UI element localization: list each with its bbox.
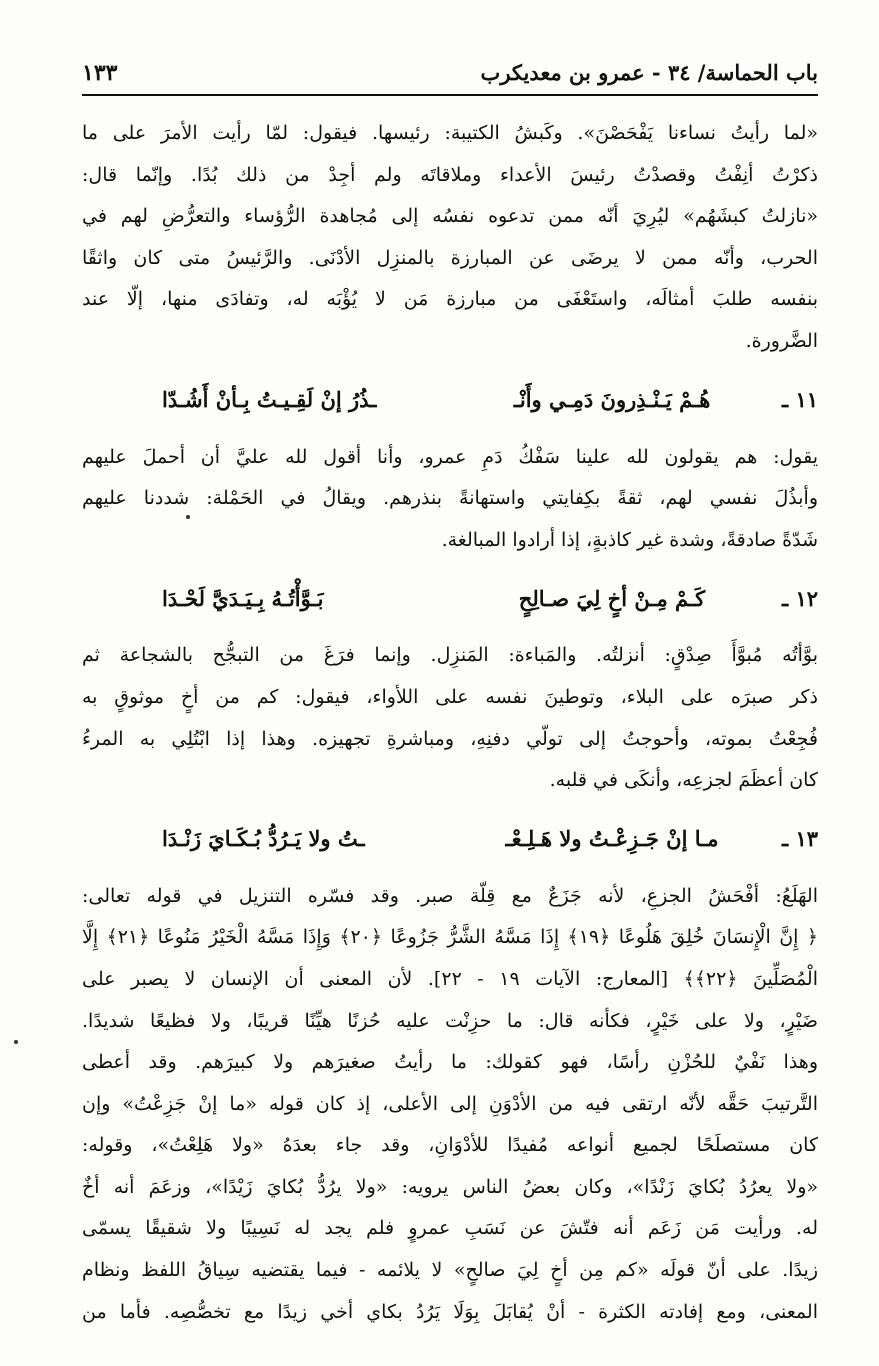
verse-second-hemistich: بَـوَّأْتُـهُ بِـيَـدَيَّ لَحْـدَا	[162, 585, 324, 611]
commentary-paragraph-1	[82, 113, 818, 363]
text-line: شَدّةً صادقةً، وشدة غير كاذبةٍ، إذا أرادوا المبالغة.	[441, 528, 818, 551]
text-line: ضَيْرٍ، ولا على خَيْرٍ، فكأنه قال: ما حزِنْت عليه حُزنًا هيِّنًا قريبًا، ولا فظيعًا شديدًا.	[82, 1009, 818, 1032]
scan-speck	[186, 515, 190, 519]
scan-speck	[14, 1040, 18, 1044]
commentary-paragraph-3	[82, 635, 818, 801]
page-header	[82, 58, 818, 96]
page-body	[82, 113, 818, 1333]
verse-number: ١٢ ـ	[781, 585, 818, 611]
text-line: الهَلَعُ: أفْحَشُ الجزعِ، لأنه جَزَعٌ مع قِلّة صبر. وقد فسّره التنزيل في قوله تعالى:	[82, 884, 818, 907]
text-line: ذكر صبرَه على البلاء، وتوطينَ نفسه على اللأواء، فيقول: كم من أخٍ موثوقٍ به	[82, 685, 818, 708]
verse-number: ١٣ ـ	[781, 826, 818, 852]
running-title: باب الحماسة/ ٣٤ - عمرو بن معديكرب	[480, 60, 818, 85]
verse-second-hemistich: ـتُ ولا يَـرُدُّ بُـكَـايَ زَنْـدَا	[162, 826, 365, 852]
text-line: كان مستصلَحًا لجميع أنواعه مُفيدًا للأدْوَانِ، وقد جاء بعدَهُ «ولا هَلِعْتُ»، وقوله:	[82, 1134, 818, 1157]
page-number: ١٣٣	[82, 60, 118, 86]
text-line: ذكرْتُ أنِفْتُ وقصدْتُ رئيسَ الأعداء وملاقاتَه ولم أجِدْ من ذلك بُدًا. وإنّما قال:	[82, 163, 818, 186]
text-line: بنفسه طلبَ أمثالَه، واستَعْفَى من مبارزة مَن لا يُؤْبَه له، وتفادَى منها، إلّا عند	[82, 288, 818, 311]
text-line: الضَّرورة.	[745, 329, 818, 352]
text-line: «لما رأيتُ نساءنا يَفْحَصْنَ». وكَبشُ الكتيبة: رئيسها. فيقول: لمّا رأيت الأمرَ على ما	[82, 122, 818, 144]
verse-12	[82, 569, 818, 627]
verse-number: ١١ ـ	[781, 387, 818, 413]
text-line: يقول: هم يقولون لله علينا سَفْكُ دَمِ عمرو، وأنا أقول لله عليَّ أن أحملَ عليهم	[82, 445, 818, 468]
quran-quote-line: ﴿ إِنَّ الْإِنسَانَ خُلِقَ هَلُوعًا ﴿١٩﴾ إِذَا مَسَّهُ الشَّرُّ جَزُوعًا ﴿٢٠﴾ وَإِذَا مَسَّهُ الْخَيْرُ مَنُوعًا ﴿٢١﴾ إِلَّا	[82, 926, 818, 949]
text-line: «ولا يعرُدُ بُكايَ زَنْدًا»، وكان بعضُ الناس يرويه: «ولا يرُدُّ بُكايَ زَيْدًا»، وزعَمَ أنه أخٌ	[82, 1175, 818, 1198]
verse-second-hemistich: ـذُرُ إنْ لَقِـيـتُ بِـأنْ أَشُـدّا	[162, 387, 377, 413]
text-line: «نازلتُ كبشَهُم» ليُرِيَ أنّه ممن تدعوه نفسُه إلى مُجاهدة الرُّؤساء والتعرُّضِ لهم في	[82, 205, 818, 228]
text-line: التَّرتيبَ حَقَّه لأنّه ارتقى فيه من الأدْوَنِ إلى الأعلى، إذ كان قوله «ما إنْ جَزِعْتُ» وإن	[82, 1092, 818, 1115]
text-line: زيدًا. على أنّ قولَه «كم مِن أخٍ لِيَ صالحٍ» لا يلائمه - فيما يقتضيه سِياقُ اللفظ ونظام	[82, 1259, 818, 1282]
verse-first-hemistich: كَـمْ مِـنْ أخٍ لِيَ صـالِحٍ	[518, 585, 706, 611]
commentary-paragraph-4	[82, 876, 818, 1334]
text-line: بوَّأتُه مُبوَّأَ صِدْقٍ: أنزلتُه. والمَباءة: المَنزِل. وإنما فرَغَ من التبجُّح بالشجاعة ثم	[82, 644, 818, 667]
text-line: الْمُصَلِّينَ ﴿٢٢﴾﴾ [المعارج: الآيات ١٩ - ٢٢]. لأن المعنى أن الإنسان لا يصبر على	[82, 967, 818, 990]
verse-first-hemistich: مـا إنْ جَـزِعْـتُ ولا هَـلِـعْـ	[505, 826, 719, 852]
commentary-paragraph-2	[82, 437, 818, 562]
text-line: وأبذُلَ نفسي لهم، ثقةً بكِفايتي واستهانةً بنذرهم. ويقالُ في الحَمْلة: شددنا عليهم	[82, 487, 818, 510]
text-line: المعنى، ومع إفادته الكثرة - أنْ يُقابَلَ بِوَلَا يَرُدُ بكاي أخي زيدًا مع تخصُّصِه. فأما من	[82, 1300, 818, 1323]
text-line: فُجِعْتُ بموته، وأحوجتُ إلى تولّي دفنِهِ، ومباشرةِ تجهيزه. وهذا إذا ابْتُلِي به المرءُ	[82, 727, 818, 750]
verse-11	[82, 371, 818, 429]
text-line: كان أعظَمَ لجزعِه، وأنكَى في قلبه.	[549, 769, 818, 792]
verse-13	[82, 810, 818, 868]
text-line: وهذا نَفْيٌ للحُزْنِ رأسًا، فهو كقولك: ما رأيتُ صغيرَهم ولا كبيرَهم. وقد أعطى	[82, 1051, 818, 1074]
text-line: الحرب، وأنّه ممن لا يرضَى عن المبارزة بالمنزِل الأدْنَى. والرَّئيسُ متى كان واثقًا	[82, 246, 818, 269]
text-line: له. ورأيت مَن زَعَم أنه فتّشَ عن نَسَبِ عمروٍ فلم يجد له نَسِيبًا ولا شقيقًا يسمّى	[82, 1217, 818, 1240]
verse-first-hemistich: هُـمْ يَـنْـذِرونَ دَمِـي وأَنْـ	[513, 387, 711, 413]
